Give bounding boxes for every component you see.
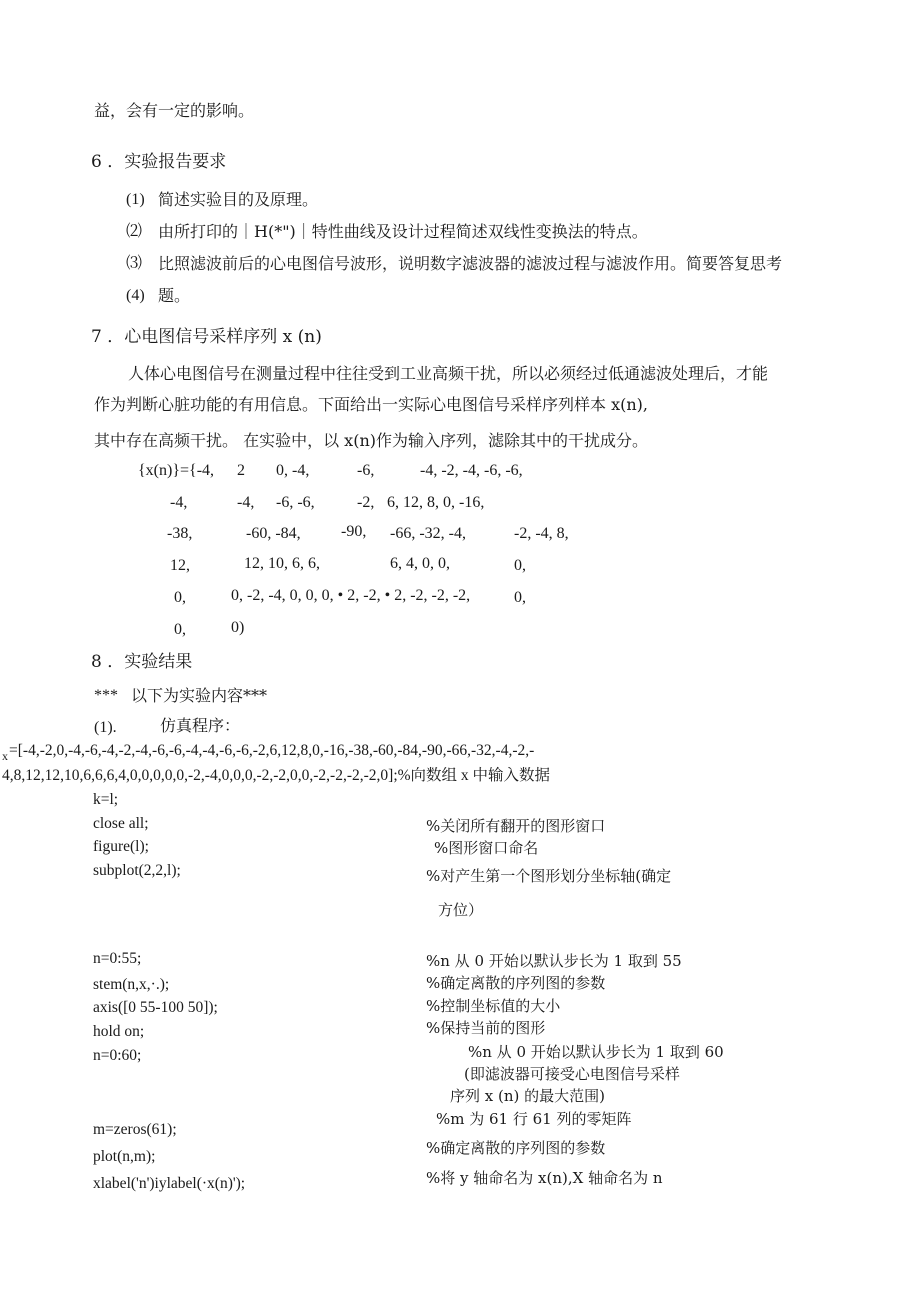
paragraph-line: 人体心电图信号在测量过程中往往受到工业高频干扰，所以必须经过低通滤波处理后，才能 bbox=[128, 364, 769, 383]
sequence-cell: {x(n)}={-4, bbox=[138, 462, 215, 479]
code-comment: %保持当前的图形 bbox=[426, 1019, 546, 1037]
list-item-number: ⑶ bbox=[126, 255, 143, 272]
code-line: close all; bbox=[93, 815, 149, 832]
sequence-cell: -60, -84, bbox=[246, 525, 301, 542]
sequence-cell: -2, -4, 8, bbox=[514, 525, 569, 542]
list-item-number: (4) bbox=[126, 287, 145, 304]
sequence-cell: 0, -4, bbox=[276, 462, 310, 479]
sequence-cell: 0, bbox=[174, 621, 186, 638]
program-number: (1). bbox=[94, 719, 117, 736]
sequence-cell: -6, bbox=[357, 462, 375, 479]
sequence-cell: 2 bbox=[237, 462, 245, 479]
program-label: 仿真程序： bbox=[160, 716, 241, 735]
sequence-cell: 0, -2, -4, 0, 0, 0, • 2, -2, • 2, -2, -2, -2, bbox=[231, 587, 471, 604]
sequence-cell: 12, bbox=[170, 557, 190, 574]
code-line: k=l; bbox=[93, 791, 119, 808]
code-comment: %n 从 0 开始以默认步长为 1 取到 55 bbox=[426, 952, 682, 970]
code-comment: %m 为 61 行 61 列的零矩阵 bbox=[436, 1110, 632, 1128]
section-6-heading: 6 ．实验报告要求 bbox=[91, 152, 227, 172]
code-line: subplot(2,2,l); bbox=[93, 862, 181, 879]
code-line: m=zeros(61); bbox=[93, 1121, 177, 1138]
code-comment: %图形窗口命名 bbox=[434, 839, 539, 857]
code-comment: %控制坐标值的大小 bbox=[426, 997, 561, 1015]
sequence-cell: -66, -32, -4, bbox=[390, 525, 466, 542]
note-text: 以下为实验内容*** bbox=[131, 686, 268, 705]
list-item-text: 由所打印的｜H(*")｜特性曲线及设计过程简述双线性变换法的特点。 bbox=[158, 222, 648, 241]
code-line: hold on; bbox=[93, 1023, 145, 1040]
list-item-text: 比照滤波前后的心电图信号波形，说明数字滤波器的滤波过程与滤波作用。简要答复思考 bbox=[158, 254, 783, 273]
code-line: figure(l); bbox=[93, 838, 149, 855]
code-comment: %关闭所有翻开的图形窗口 bbox=[426, 817, 606, 835]
sequence-cell: 0) bbox=[231, 619, 245, 636]
note-stars: *** bbox=[94, 687, 118, 704]
sequence-cell: 0, bbox=[514, 557, 526, 574]
code-line: stem(n,x,·.); bbox=[93, 976, 170, 993]
sequence-cell: -2, bbox=[357, 494, 375, 511]
sequence-cell: 0, bbox=[514, 589, 526, 606]
sequence-cell: -6, -6, bbox=[276, 494, 315, 511]
code-line: =[-4,-2,0,-4,-6,-4,-2,-4,-6,-6,-4,-4,-6,-6,-2,6,12,8,0,-16,-38,-60,-84,-90,-66,-32,-4,-2,- bbox=[9, 742, 535, 759]
code-line: 4,8,12,12,10,6,6,6,4,0,0,0,0,0,-2,-4,0,0,0,-2,-2,0,0,-2,-2,-2,-2,0];%向数组 x 中输入数据 bbox=[2, 767, 551, 784]
sequence-cell: 12, 10, 6, 6, bbox=[244, 555, 320, 572]
sequence-cell: 0, bbox=[174, 589, 186, 606]
continuation-text: 益，会有一定的影响。 bbox=[94, 101, 255, 120]
list-item-number: ⑵ bbox=[126, 223, 143, 240]
code-line: xlabel('n')iylabel(·x(n)'); bbox=[93, 1175, 246, 1192]
code-var-prefix: x bbox=[2, 749, 8, 763]
paragraph-line: 作为判断心脏功能的有用信息。下面给出一实际心电图信号采样序列样本 x(n), bbox=[94, 395, 648, 414]
code-comment: %n 从 0 开始以默认步长为 1 取到 60 bbox=[468, 1043, 724, 1061]
sequence-cell: -4, bbox=[170, 494, 188, 511]
sequence-cell: 6, 12, 8, 0, -16, bbox=[387, 494, 485, 511]
code-comment: %对产生第一个图形划分坐标轴(确定 bbox=[426, 867, 672, 885]
code-line: axis([0 55-100 50]); bbox=[93, 999, 218, 1016]
sequence-cell: -4, bbox=[237, 494, 255, 511]
paragraph-line: 其中存在高频干扰。 在实验中，以 x(n)作为输入序列，滤除其中的干扰成分。 bbox=[94, 431, 648, 450]
sequence-cell: 6, 4, 0, 0, bbox=[390, 555, 450, 572]
list-item-number: (1) bbox=[126, 191, 145, 208]
code-comment: %确定离散的序列图的参数 bbox=[426, 1139, 606, 1157]
section-8-heading: 8 ．实验结果 bbox=[91, 652, 193, 672]
code-comment: %将 y 轴命名为 x(n),X 轴命名为 n bbox=[426, 1169, 663, 1187]
list-item-text: 题。 bbox=[158, 286, 191, 305]
code-comment: 序列 x (n) 的最大范围) bbox=[450, 1087, 605, 1105]
sequence-cell: -90, bbox=[341, 523, 367, 540]
code-comment: %确定离散的序列图的参数 bbox=[426, 974, 606, 992]
code-line: n=0:55; bbox=[93, 950, 142, 967]
code-line: plot(n,m); bbox=[93, 1148, 156, 1165]
sequence-cell: -38, bbox=[167, 525, 193, 542]
sequence-cell: -4, -2, -4, -6, -6, bbox=[420, 462, 523, 479]
code-comment: 方位） bbox=[438, 901, 484, 919]
list-item-text: 简述实验目的及原理。 bbox=[158, 190, 319, 209]
code-line: n=0:60; bbox=[93, 1047, 142, 1064]
section-7-heading: 7 ．心电图信号采样序列 x (n) bbox=[91, 327, 322, 347]
code-comment: (即滤波器可接受心电图信号采样 bbox=[464, 1065, 680, 1083]
